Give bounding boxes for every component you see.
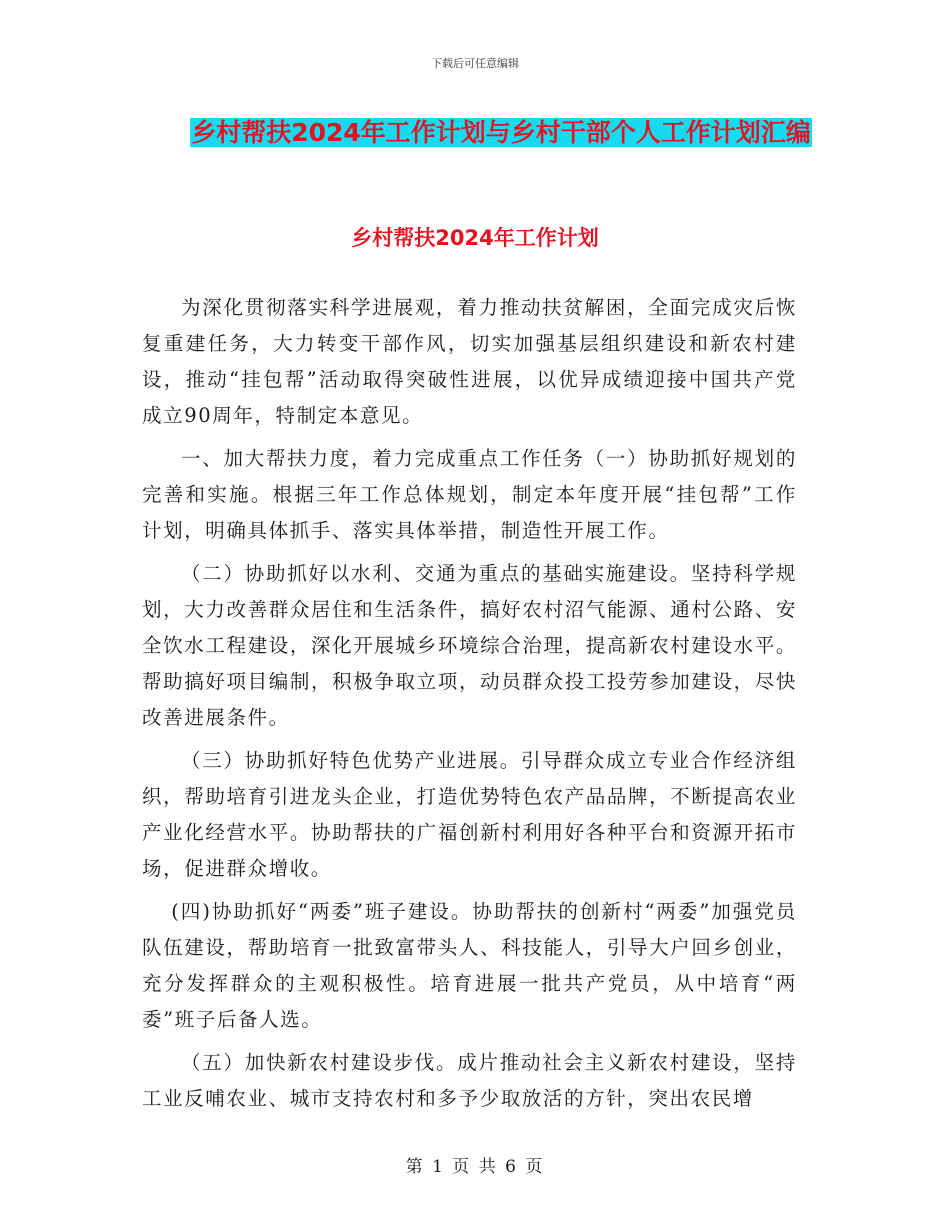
section-title: 乡村帮扶2024年工作计划 <box>351 226 599 250</box>
page-footer: 第 1 页 共 6 页 <box>405 1157 545 1177</box>
document-title-text: 乡村帮扶2024年工作计划与乡村干部个人工作计划汇编 <box>191 118 811 147</box>
paragraph-section-1: 一、加大帮扶力度，着力完成重点工作任务（一）协助抓好规划的完善和实施。根据三年工作总体规划，制定本年度开展“挂包帮”工作计划，明确具体抓手、落实具体举措，制造性开展工作。 <box>142 447 797 542</box>
paragraph-item-3: （三）协助抓好特色优势产业进展。引导群众成立专业合作经济组织，帮助培育引进龙头企业，打造优势特色农产品品牌，不断提高农业产业化经营水平。协助帮扶的广福创新村利用好各种平台和资源开拓市场，促进群众增收。 <box>142 749 797 880</box>
body-text <box>142 290 797 1124</box>
paragraph-intro: 为深化贯彻落实科学进展观，着力推动扶贫解困，全面完成灾后恢复重建任务，大力转变干部作风，切实加强基层组织建设和新农村建设，推动“挂包帮”活动取得突破性进展，以优异成绩迎接中国共产党成立90周年，特制定本意见。 <box>142 296 797 427</box>
document-title <box>186 112 816 154</box>
paragraph-item-2: （二）协助抓好以水利、交通为重点的基础实施建设。坚持科学规划，大力改善群众居住和生活条件，搞好农村沼气能源、通村公路、安全饮水工程建设，深化开展城乡环境综合治理，提高新农村建设水平。帮助搞好项目编制，积极争取立项，动员群众投工投劳参加建设，尽快改善进展条件。 <box>142 562 797 729</box>
paragraph-item-4: (四)协助抓好“两委”班子建设。协助帮扶的创新村“两委”加强党员队伍建设，帮助培育一批致富带头人、科技能人，引导大户回乡创业，充分发挥群众的主观积极性。培育进展一批共产党员，从中培育“两委”班子后备人选。 <box>142 900 797 1031</box>
header-note: 下载后可任意编辑 <box>431 57 519 70</box>
paragraph-item-5: （五）加快新农村建设步伐。成片推动社会主义新农村建设，坚持工业反哺农业、城市支持农村和多予少取放活的方针，突出农民增 <box>142 1051 797 1110</box>
